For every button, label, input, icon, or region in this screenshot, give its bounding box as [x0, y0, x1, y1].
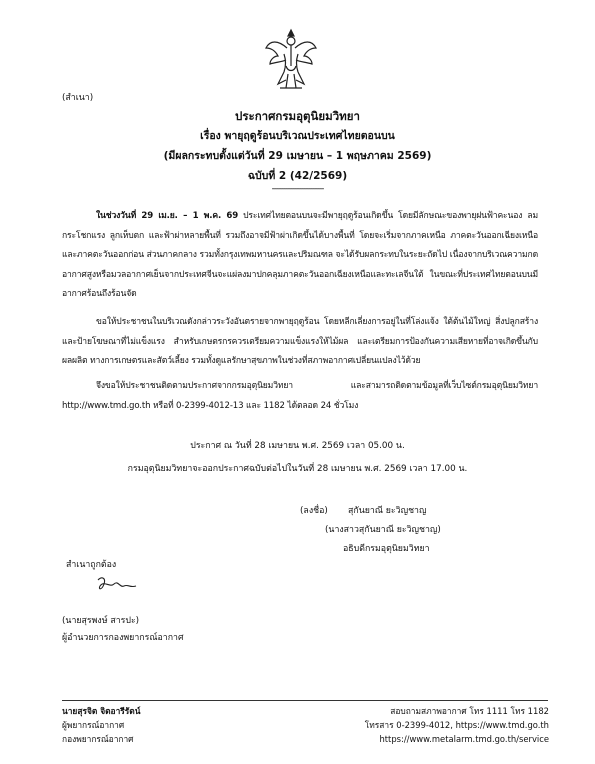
next-announcement: กรมอุตุนิยมวิทยาจะออกประกาศฉบับต่อไปในวันที่ 28 เมษายน พ.ศ. 2569 เวลา 17.00 น. [127, 464, 468, 474]
certifier-position: ผู้อำนวยการกองพยากรณ์อากาศ [62, 633, 184, 643]
footer-contact-fax: โทรสาร 0-2399-4012, https://www.tmd.go.th [364, 720, 549, 730]
paragraph-2-text: ขอให้ประชาชนในบริเวณดังกล่าวระวังอันตรายจากพายุฤดูร้อน โดยหลีกเลี่ยงการอยู่ในที่โล่งแจ้ง ใต้ต้นไม้ใหญ่ สิ่งปลูกสร้างและป้ายโฆษณาที่ไม่แข็งแรง สำหรับเกษตรกรควรเตรียมความแข็งแรงให้ไม้ผล และเตรียมการป้องกันความเสียหายที่อาจเกิดขึ้นกับผลผลิต ทางการเกษตรและสัตว์เลี้ยง รวมทั้งดูแลรักษาสุขภาพในช่วงที่สภาพอากาศเปลี่ยนแปลงไว้ด้วย [62, 317, 538, 366]
signatory-position: อธิบดีกรมอุตุนิยมวิทยา [343, 544, 430, 554]
subject-line: เรื่อง พายุฤดูร้อนบริเวณประเทศไทยตอนบน [200, 130, 395, 142]
paragraph-2 [62, 313, 538, 372]
forecaster-title: ผู้พยากรณ์อากาศ [62, 720, 125, 730]
signed-label: (ลงชื่อ) [300, 506, 328, 516]
signatory-full-name: (นางสาวสุกันยาณี ยะวิญชาญ) [325, 525, 441, 535]
garuda-emblem [264, 26, 318, 92]
footer-contact-link[interactable]: https://www.metalarm.tmd.go.th/service [379, 734, 549, 744]
copy-mark: (สำเนา) [62, 93, 94, 103]
certifier-name: (นายสุรพงษ์ สารปะ) [62, 616, 140, 626]
forecaster-division: กองพยากรณ์อากาศ [62, 734, 134, 744]
footer-right [365, 704, 549, 746]
footer-left [62, 704, 140, 746]
paragraph-1-text: ประเทศไทยตอนบนจะมีพายุฤดูร้อนเกิดขึ้น โดยมีลักษณะของพายุฝนฟ้าคะนอง ลมกระโชกแรง ลูกเห็บตก และฟ้าผ่าหลายพื้นที่ รวมถึงอาจมีฟ้าผ่าเกิดขึ้นได้บางพื้นที่ โดยจะเริ่มจากภาคเหนือ ภาคตะวันออกเฉียงเหนือ และภาคตะวันออกก่อน ส่วนภาคกลาง รวมทั้งกรุงเทพมหานครและปริมณฑล จะได้รับผลกระทบในระยะถัดไป เนื่องจากบริเวณความกดอากาศสูงหรือมวลอากาศเย็นจากประเทศจีนจะแผ่ลงมาปกคลุมภาคตะวันออกเฉียงเหนือและทะเลจีนใต้ ในขณะที่ประเทศไทยตอนบนมีอากาศร้อนถึงร้อนจัด [62, 211, 538, 299]
issue-number: ฉบับที่ 2 (42/2569) [247, 170, 348, 182]
title-divider: ----------------------- [271, 184, 324, 194]
footer-divider [62, 700, 548, 701]
announcement-date: ประกาศ ณ วันที่ 28 เมษายน พ.ศ. 2569 เวลา 05.00 น. [190, 441, 405, 451]
signatory-name: สุกันยาณี ยะวิญชาญ [348, 506, 427, 516]
paragraph-1-lead: ในช่วงวันที่ 29 เม.ย. – 1 พ.ค. 69 [96, 211, 239, 221]
certified-copy-label: สำเนาถูกต้อง [66, 560, 117, 570]
org-title: ประกาศกรมอุตุนิยมวิทยา [235, 109, 360, 123]
effective-period: (มีผลกระทบตั้งแต่วันที่ 29 เมษายน – 1 พฤษภาคม 2569) [163, 150, 432, 162]
footer-contact-phone: สอบถามสภาพอากาศ โทร 1111 โทร 1182 [390, 706, 549, 716]
paragraph-3-text: จึงขอให้ประชาชนติดตามประกาศจากกรมอุตุนิยมวิทยา และสามารถติดตามข้อมูลที่เว็บไซต์กรมอุตุนิยมวิทยา http://www.tmd.go.th หรือที่ 0-2399-4012-13 และ 1182 ได้ตลอด 24 ชั่วโมง [62, 381, 538, 411]
forecaster-name: นายสุรจิต จิตอารีรัตน์ [62, 706, 141, 716]
paragraph-3 [62, 377, 538, 416]
handwritten-signature [94, 574, 140, 596]
paragraph-1 [62, 207, 538, 305]
